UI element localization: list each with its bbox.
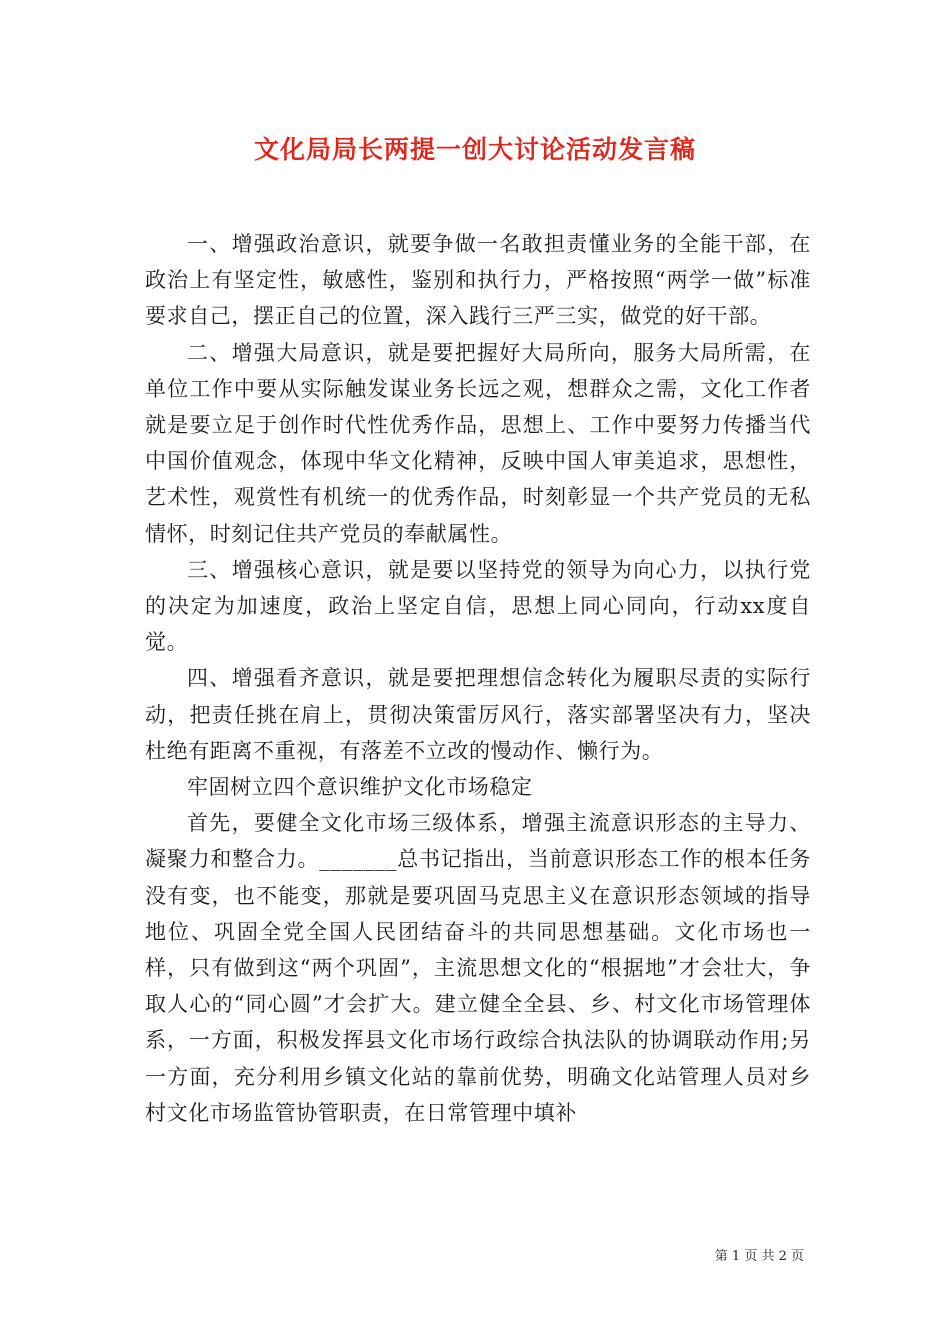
paragraph-alignment-awareness: 四、增强看齐意识，就是要把理想信念转化为履职尽责的实际行动，把责任挑在肩上，贯彻决策雷厉风行，落实部署坚决有力，坚决杜绝有距离不重视，有落差不立改的慢动作、懒行为。 — [145, 666, 811, 763]
section-heading: 牢固树立四个意识维护文化市场稳定 — [187, 775, 533, 800]
paragraph-market-system: 首先，要健全文化市场三级体系，增强主流意识形态的主导力、凝聚力和整合力。_______总书记指出，当前意识形态工作的根本任务没有变，也不能变，那就是要巩固马克思主义在意识形态领域的指导地位、巩固全党全国人民团结奋斗的共同思想基础。文化市场也一样，只有做到这“两个巩固”，主流思想文化的“根据地”才会壮大，争取人心的“同心圆”才会扩大。建立健全全县、乡、村文化市场管理体系，一方面，积极发挥县文化市场行政综合执法队的协调联动作用;另一方面，充分利用乡镇文化站的靠前优势，明确文化站管理人员对乡村文化市场监管协管职责，在日常管理中填补 — [145, 811, 811, 1125]
document-title: 文化局局长两提一创大讨论活动发言稿 — [253, 135, 696, 164]
paragraph-core-awareness: 三、增强核心意识，就是要以坚持党的领导为向心力，以执行党的决定为加速度，政治上坚定自信，思想上同心同向，行动xx度自觉。 — [145, 557, 811, 655]
page-number: 第 1 页 共 2 页 — [714, 1249, 804, 1264]
paragraph-overall-awareness: 二、增强大局意识，就是要把握好大局所向，服务大局所需，在单位工作中要从实际触发谋业务长远之观，想群众之需，文化工作者就是要立足于创作时代性优秀作品，思想上、工作中要努力传播当代中国价值观念，体现中华文化精神，反映中国人审美追求，思想性，艺术性，观赏性有机统一的优秀作品，时刻彰显一个共产党员的无私情怀，时刻记住共产党员的奉献属性。 — [145, 340, 811, 546]
document-body — [145, 226, 811, 1131]
paragraph-political-awareness: 一、增强政治意识，就要争做一名敢担责懂业务的全能干部，在政治上有坚定性，敏感性，鉴别和执行力，严格按照“两学一做”标准要求自己，摆正自己的位置，深入践行三严三实，做党的好干部。 — [145, 232, 811, 329]
